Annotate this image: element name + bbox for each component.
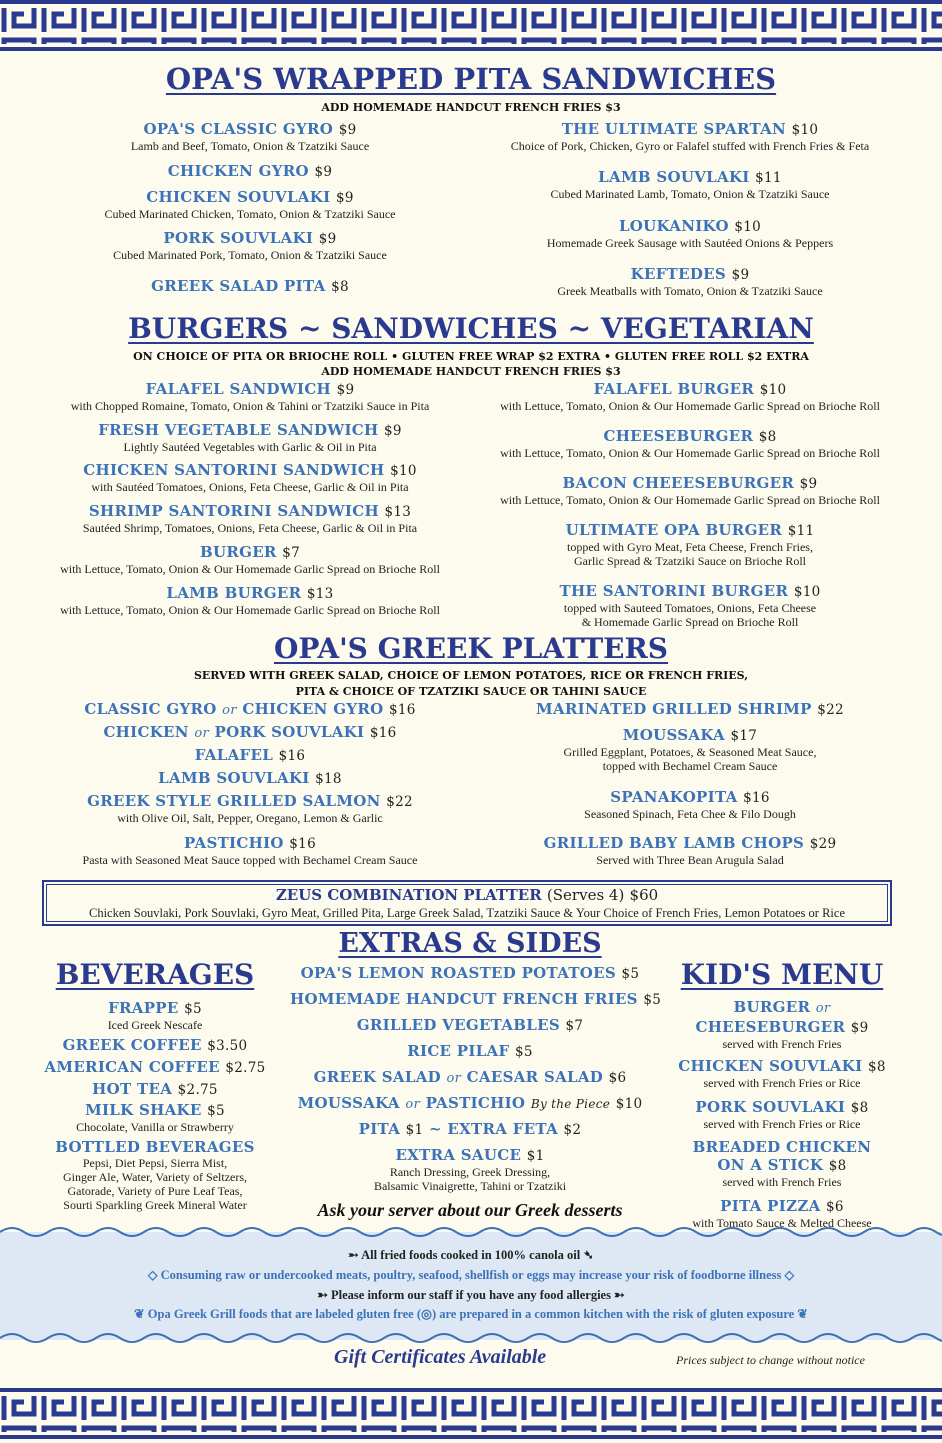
- menu-item: [290, 1094, 650, 1114]
- item-name: RICE PILAF: [407, 1042, 510, 1060]
- item-desc: Greek Meatballs with Tomato, Onion & Tzatziki Sauce: [557, 284, 823, 298]
- item-desc: Choice of Pork, Chicken, Gyro or Falafel stuffed with French Fries & Feta: [510, 139, 870, 153]
- item-name: FALAFEL BURGER: [593, 380, 755, 398]
- menu-item: [290, 1016, 650, 1035]
- item-price: $9: [336, 382, 355, 398]
- item-desc: with Tomato Sauce & Melted Cheese: [692, 1216, 872, 1230]
- leaf-icon: ❦: [794, 1307, 808, 1321]
- item-name: MOUSSAKA: [297, 1094, 400, 1112]
- item-price: $13: [306, 586, 334, 602]
- item-name: PITA: [358, 1120, 401, 1138]
- item-name: ULTIMATE OPA BURGER: [565, 521, 783, 539]
- item-desc: Garlic Spread & Tzatziki Sauce on Brioche Roll: [573, 554, 807, 568]
- fish-icon: ➳: [610, 1288, 625, 1302]
- arrow-icon: ➵: [348, 1248, 362, 1262]
- item-name: CHEESEBURGER: [603, 427, 754, 445]
- item-desc: Ranch Dressing, Greek Dressing,: [389, 1165, 551, 1179]
- item-price: $5: [514, 1044, 533, 1060]
- burgers-subtitle-1: ON CHOICE OF PITA OR BRIOCHE ROLL • GLUTEN FREE WRAP $2 EXTRA • GLUTEN FREE ROLL $2 EXTRA: [133, 350, 809, 363]
- item-name: CHEESEBURGER: [695, 1018, 846, 1036]
- item-desc: Chocolate, Vanilla or Strawberry: [76, 1120, 234, 1134]
- menu-item: [470, 474, 910, 507]
- item-price: $1: [526, 1148, 545, 1164]
- platters-subtitle-1: SERVED WITH GREEK SALAD, CHOICE OF LEMON POTATOES, RICE OR FRENCH FRIES,: [193, 669, 749, 682]
- item-name: MARINATED GRILLED SHRIMP: [536, 700, 812, 718]
- item-name: FALAFEL SANDWICH: [145, 380, 332, 398]
- item-price: $1: [405, 1122, 424, 1138]
- item-desc: Gatorade, Variety of Pure Leaf Teas,: [67, 1184, 243, 1198]
- item-price: $2: [563, 1122, 582, 1138]
- menu-item: [470, 427, 910, 460]
- item-desc: topped with Gyro Meat, Feta Cheese, French Fries,: [567, 540, 813, 554]
- menu-item: [470, 120, 910, 153]
- menu-item: [660, 1057, 904, 1090]
- item-name: CHICKEN: [103, 723, 189, 741]
- menu-item: [30, 1080, 280, 1099]
- menu-item: [30, 1101, 280, 1134]
- item-name: LAMB SOUVLAKI: [158, 769, 310, 787]
- item-price: $16: [389, 702, 416, 718]
- menu-item: [470, 265, 910, 298]
- item-name: EXTRA SAUCE: [395, 1146, 522, 1164]
- item-desc: Ginger Ale, Water, Variety of Seltzers,: [62, 1170, 248, 1184]
- item-desc: Sourti Sparkling Greek Mineral Water: [63, 1198, 247, 1212]
- menu-item: [290, 964, 650, 983]
- burgers-subtitle-2: ADD HOMEMADE HANDCUT FRENCH FRIES $3: [321, 365, 621, 378]
- menu-item: [30, 229, 470, 262]
- menu-item: [660, 998, 904, 1051]
- or-connector: or: [815, 1001, 831, 1016]
- zeus-combination-box: [42, 880, 892, 926]
- or-connector: or: [194, 726, 209, 741]
- item-price: $13: [384, 504, 412, 520]
- item-desc: topped with Sauteed Tomatoes, Onions, Feta Cheese: [563, 601, 817, 615]
- item-desc: Cubed Marinated Lamb, Tomato, Onion & Tzatziki Sauce: [550, 187, 830, 201]
- item-name: PITA PIZZA: [720, 1197, 821, 1215]
- item-name: CHICKEN SOUVLAKI: [146, 188, 331, 206]
- fish-icon: ➳: [317, 1288, 332, 1302]
- menu-item: [470, 834, 910, 867]
- item-name: LAMB SOUVLAKI: [598, 168, 750, 186]
- item-name: GREEK COFFEE: [62, 1036, 202, 1054]
- platters-subtitle-2: PITA & CHOICE OF TZATZIKI SAUCE OR TAHINI SAUCE: [295, 685, 647, 698]
- item-name: CHICKEN SOUVLAKI: [678, 1057, 863, 1075]
- or-connector: or: [446, 1071, 462, 1086]
- menu-item: [20, 421, 480, 454]
- item-name: GRILLED VEGETABLES: [356, 1016, 560, 1034]
- menu-item: [20, 723, 480, 743]
- item-desc: with Lettuce, Tomato, Onion & Our Homemade Garlic Spread on Brioche Roll: [60, 562, 440, 576]
- item-price: $9: [338, 122, 357, 138]
- or-connector: or: [405, 1097, 421, 1112]
- menu-item: [290, 1042, 650, 1061]
- item-name: KEFTEDES: [630, 265, 727, 283]
- item-price: $5: [184, 1001, 202, 1017]
- item-desc: served with French Fries: [722, 1037, 842, 1051]
- item-price: $9: [850, 1020, 869, 1036]
- diamond-icon: ◇: [781, 1268, 795, 1282]
- menu-item: [470, 582, 910, 629]
- item-price: $60: [629, 886, 659, 904]
- menu-item: [20, 792, 480, 825]
- menu-item: [30, 1138, 280, 1212]
- item-price: $9: [314, 164, 333, 180]
- menu-item: [470, 217, 910, 250]
- item-name: CAESAR SALAD: [466, 1068, 604, 1086]
- item-price: $6: [608, 1070, 627, 1086]
- menu-item: [30, 120, 470, 153]
- item-name: CHICKEN GYRO: [167, 162, 309, 180]
- item-price: $16: [278, 748, 306, 764]
- prices-notice: Prices subject to change without notice: [676, 1353, 865, 1367]
- item-desc: topped with Bechamel Cream Sauce: [602, 759, 778, 773]
- item-desc: Homemade Greek Sausage with Sautéed Onions & Peppers: [546, 236, 834, 250]
- menu-item: [470, 380, 910, 413]
- item-name: BURGER: [733, 998, 811, 1016]
- item-price: $10: [759, 382, 787, 398]
- item-name: CHICKEN SANTORINI SANDWICH: [83, 461, 385, 479]
- item-price: $10: [791, 122, 819, 138]
- item-name: GREEK SALAD: [313, 1068, 441, 1086]
- menu-item: [20, 746, 480, 765]
- burgers-section-title: BURGERS ~ SANDWICHES ~ VEGETARIAN: [128, 312, 814, 345]
- item-price: $5: [207, 1103, 225, 1119]
- item-price: $10: [734, 219, 762, 235]
- gluten-free-icon: ◎: [421, 1307, 432, 1321]
- item-price: $29: [809, 836, 837, 852]
- menu-item: [20, 502, 480, 535]
- item-price: $5: [621, 966, 640, 982]
- item-desc: Seasoned Spinach, Feta Chee & Filo Dough: [584, 807, 796, 821]
- menu-item: [290, 1146, 650, 1193]
- item-price: $9: [799, 476, 818, 492]
- item-name: GREEK STYLE GRILLED SALMON: [87, 792, 381, 810]
- item-desc: Iced Greek Nescafe: [107, 1018, 203, 1032]
- item-name: MOUSSAKA: [622, 726, 725, 744]
- item-name: PORK SOUVLAKI: [163, 229, 314, 247]
- item-price: $9: [731, 267, 750, 283]
- item-desc: Grilled Eggplant, Potatoes, & Seasoned Meat Sauce,: [563, 745, 817, 759]
- leaf-icon: ❦: [134, 1307, 148, 1321]
- item-name: ON A STICK: [717, 1156, 824, 1174]
- item-desc: Sautéed Shrimp, Tomatoes, Onions, Feta Cheese, Garlic & Oil in Pita: [82, 521, 418, 535]
- menu-item: [660, 1098, 904, 1131]
- menu-item: [470, 726, 910, 773]
- arrow-icon: ➴: [580, 1248, 594, 1262]
- item-name: PORK SOUVLAKI: [214, 723, 365, 741]
- extras-section-title: EXTRAS & SIDES: [338, 928, 602, 959]
- menu-item: [20, 380, 480, 413]
- greek-key-border-top: [0, 0, 942, 52]
- menu-item: [30, 1036, 280, 1055]
- item-name: FRESH VEGETABLE SANDWICH: [98, 421, 379, 439]
- pita-subtitle: ADD HOMEMADE HANDCUT FRENCH FRIES $3: [321, 101, 621, 114]
- item-price: $9: [384, 423, 402, 439]
- item-name: CHICKEN GYRO: [242, 700, 384, 718]
- greek-key-border-bottom: [0, 1388, 942, 1440]
- item-price: $18: [315, 771, 342, 787]
- item-name: ZEUS COMBINATION PLATTER: [275, 886, 542, 904]
- gift-certificates: Gift Certificates Available: [334, 1346, 547, 1368]
- item-price: $3.50: [207, 1038, 248, 1054]
- wave-divider-top: [0, 1222, 942, 1240]
- item-desc: Chicken Souvlaki, Pork Souvlaki, Gyro Meat, Grilled Pita, Large Greek Salad, Tzatziki Sauce & Your Choice of French Fries, Lemon Potatoes or Rice: [89, 906, 845, 920]
- item-price: $22: [386, 794, 413, 810]
- menu-item: [30, 188, 470, 221]
- item-price: $8: [828, 1158, 847, 1174]
- item-name: PASTICHIO: [425, 1094, 526, 1112]
- item-serves: (Serves 4): [546, 886, 625, 904]
- item-desc: with Lettuce, Tomato, Onion & Our Homemade Garlic Spread on Brioche Roll: [500, 399, 880, 413]
- item-desc: with Chopped Romaine, Tomato, Onion & Tahini or Tzatziki Sauce in Pita: [70, 399, 430, 413]
- item-desc: served with French Fries: [722, 1175, 842, 1189]
- item-desc: Pasta with Seasoned Meat Sauce topped with Bechamel Cream Sauce: [82, 853, 418, 867]
- item-price: $9: [318, 231, 337, 247]
- item-desc: with Olive Oil, Salt, Pepper, Oregano, Lemon & Garlic: [117, 811, 383, 825]
- item-price: $8: [758, 429, 777, 445]
- item-price: $6: [826, 1199, 844, 1215]
- item-price: $7: [565, 1018, 584, 1034]
- notice-raw: ◇ Consuming raw or undercooked meats, poultry, seafood, shellfish or eggs may increase your risk of foodborne illness ◇: [147, 1268, 795, 1282]
- menu-item: [20, 700, 480, 720]
- item-name: BOTTLED BEVERAGES: [55, 1138, 255, 1156]
- menu-item: [290, 990, 662, 1009]
- item-desc: with Sautéed Tomatoes, Onions, Feta Cheese, Garlic & Oil in Pita: [91, 480, 409, 494]
- item-price: $2.75: [225, 1060, 266, 1076]
- pita-section-title: OPA'S WRAPPED PITA SANDWICHES: [165, 62, 777, 96]
- item-name: GRILLED BABY LAMB CHOPS: [543, 834, 805, 852]
- item-price: $11: [787, 523, 815, 539]
- item-note: By the Piece: [530, 1097, 611, 1111]
- item-desc: served with French Fries or Rice: [703, 1076, 861, 1090]
- item-name: AMERICAN COFFEE: [44, 1058, 220, 1076]
- item-name: LAMB BURGER: [166, 584, 302, 602]
- item-price: $9: [335, 190, 354, 206]
- menu-item: [290, 1068, 650, 1088]
- item-desc: with Lettuce, Tomato, Onion & Our Homemade Garlic Spread on Brioche Roll: [60, 603, 440, 617]
- ask-desserts-note: Ask your server about our Greek desserts: [317, 1200, 623, 1220]
- item-name: PORK SOUVLAKI: [695, 1098, 846, 1116]
- item-name: MILK SHAKE: [85, 1101, 202, 1119]
- menu-item: [30, 162, 470, 181]
- menu-item: [20, 461, 480, 494]
- notice-gluten: ❦ Opa Greek Grill foods that are labeled gluten free (◎) are prepared in a common kitchen with the risk of gluten exposure ❦: [134, 1307, 808, 1321]
- item-name: HOMEMADE HANDCUT FRENCH FRIES: [290, 990, 638, 1008]
- menu-item: [290, 1120, 650, 1139]
- menu-item: [20, 543, 480, 576]
- item-desc: Lightly Sautéed Vegetables with Garlic & Oil in Pita: [123, 440, 377, 454]
- item-name: LOUKANIKO: [618, 217, 729, 235]
- item-price: $16: [369, 725, 397, 741]
- menu-item: [30, 999, 280, 1032]
- item-price: $16: [743, 790, 770, 806]
- item-name: HOT TEA: [92, 1080, 173, 1098]
- kids-section-title: KID'S MENU: [680, 958, 884, 991]
- item-name: FALAFEL: [194, 746, 274, 764]
- item-name: OPA'S CLASSIC GYRO: [143, 120, 334, 138]
- item-price: $22: [817, 702, 844, 718]
- or-connector: or: [222, 703, 237, 718]
- item-name: FRAPPE: [108, 999, 179, 1017]
- item-desc: Pepsi, Diet Pepsi, Sierra Mist,: [82, 1156, 228, 1170]
- menu-item: [660, 1138, 904, 1189]
- item-price: $11: [755, 170, 782, 186]
- menu-item: [470, 700, 910, 719]
- item-price: $5: [643, 992, 662, 1008]
- item-desc: with Lettuce, Tomato, Onion & Our Homemade Garlic Spread on Brioche Roll: [500, 446, 880, 460]
- item-name: SHRIMP SANTORINI SANDWICH: [88, 502, 379, 520]
- item-price: $2.75: [177, 1082, 218, 1098]
- item-price: $10: [793, 584, 821, 600]
- menu-item: [20, 584, 480, 617]
- menu-item: [470, 168, 910, 201]
- item-desc: Lamb and Beef, Tomato, Onion & Tzatziki Sauce: [130, 139, 370, 153]
- beverages-section-title: BEVERAGES: [55, 958, 255, 991]
- menu-item: [20, 834, 480, 867]
- item-price: $7: [282, 545, 301, 561]
- item-price: $10: [390, 463, 417, 479]
- item-price: $8: [867, 1059, 886, 1075]
- item-desc: & Homemade Garlic Spread on Brioche Roll: [581, 615, 799, 629]
- platters-section-title: OPA'S GREEK PLATTERS: [273, 632, 669, 665]
- item-name: EXTRA FETA: [447, 1120, 559, 1138]
- item-price: $17: [730, 728, 758, 744]
- item-name: SPANAKOPITA: [610, 788, 738, 806]
- item-name: PASTICHIO: [184, 834, 284, 852]
- item-name: BREADED CHICKEN: [692, 1138, 872, 1156]
- item-name: GREEK SALAD PITA: [151, 277, 326, 295]
- item-desc: with Lettuce, Tomato, Onion & Our Homemade Garlic Spread on Brioche Roll: [500, 493, 880, 507]
- separator: ~: [428, 1120, 442, 1138]
- item-price: $8: [331, 279, 349, 295]
- item-price: $10: [615, 1096, 643, 1112]
- menu-item: [470, 788, 910, 821]
- menu-item: [470, 521, 910, 568]
- item-name: CLASSIC GYRO: [84, 700, 217, 718]
- menu-item: [30, 277, 470, 296]
- notice-allergy: ➳ Please inform our staff if you have any food allergies ➳: [317, 1288, 625, 1302]
- item-name: OPA'S LEMON ROASTED POTATOES: [300, 964, 617, 982]
- item-desc: Cubed Marinated Pork, Tomato, Onion & Tzatziki Sauce: [113, 248, 387, 262]
- notice-fried: ➵ All fried foods cooked in 100% canola oil ➴: [348, 1248, 594, 1262]
- item-price: $16: [289, 836, 316, 852]
- item-name: THE SANTORINI BURGER: [559, 582, 789, 600]
- menu-item: [30, 1058, 280, 1077]
- item-name: BURGER: [199, 543, 277, 561]
- diamond-icon: ◇: [147, 1268, 161, 1282]
- item-name: BACON CHEEESEBURGER: [562, 474, 795, 492]
- item-desc: served with French Fries or Rice: [703, 1117, 861, 1131]
- item-price: $8: [850, 1100, 869, 1116]
- item-desc: Served with Three Bean Arugula Salad: [596, 853, 784, 867]
- item-desc: Cubed Marinated Chicken, Tomato, Onion & Tzatziki Sauce: [104, 207, 396, 221]
- item-desc: Balsamic Vinaigrette, Tahini or Tzatziki: [373, 1179, 567, 1193]
- menu-item: [20, 769, 480, 788]
- item-name: THE ULTIMATE SPARTAN: [561, 120, 787, 138]
